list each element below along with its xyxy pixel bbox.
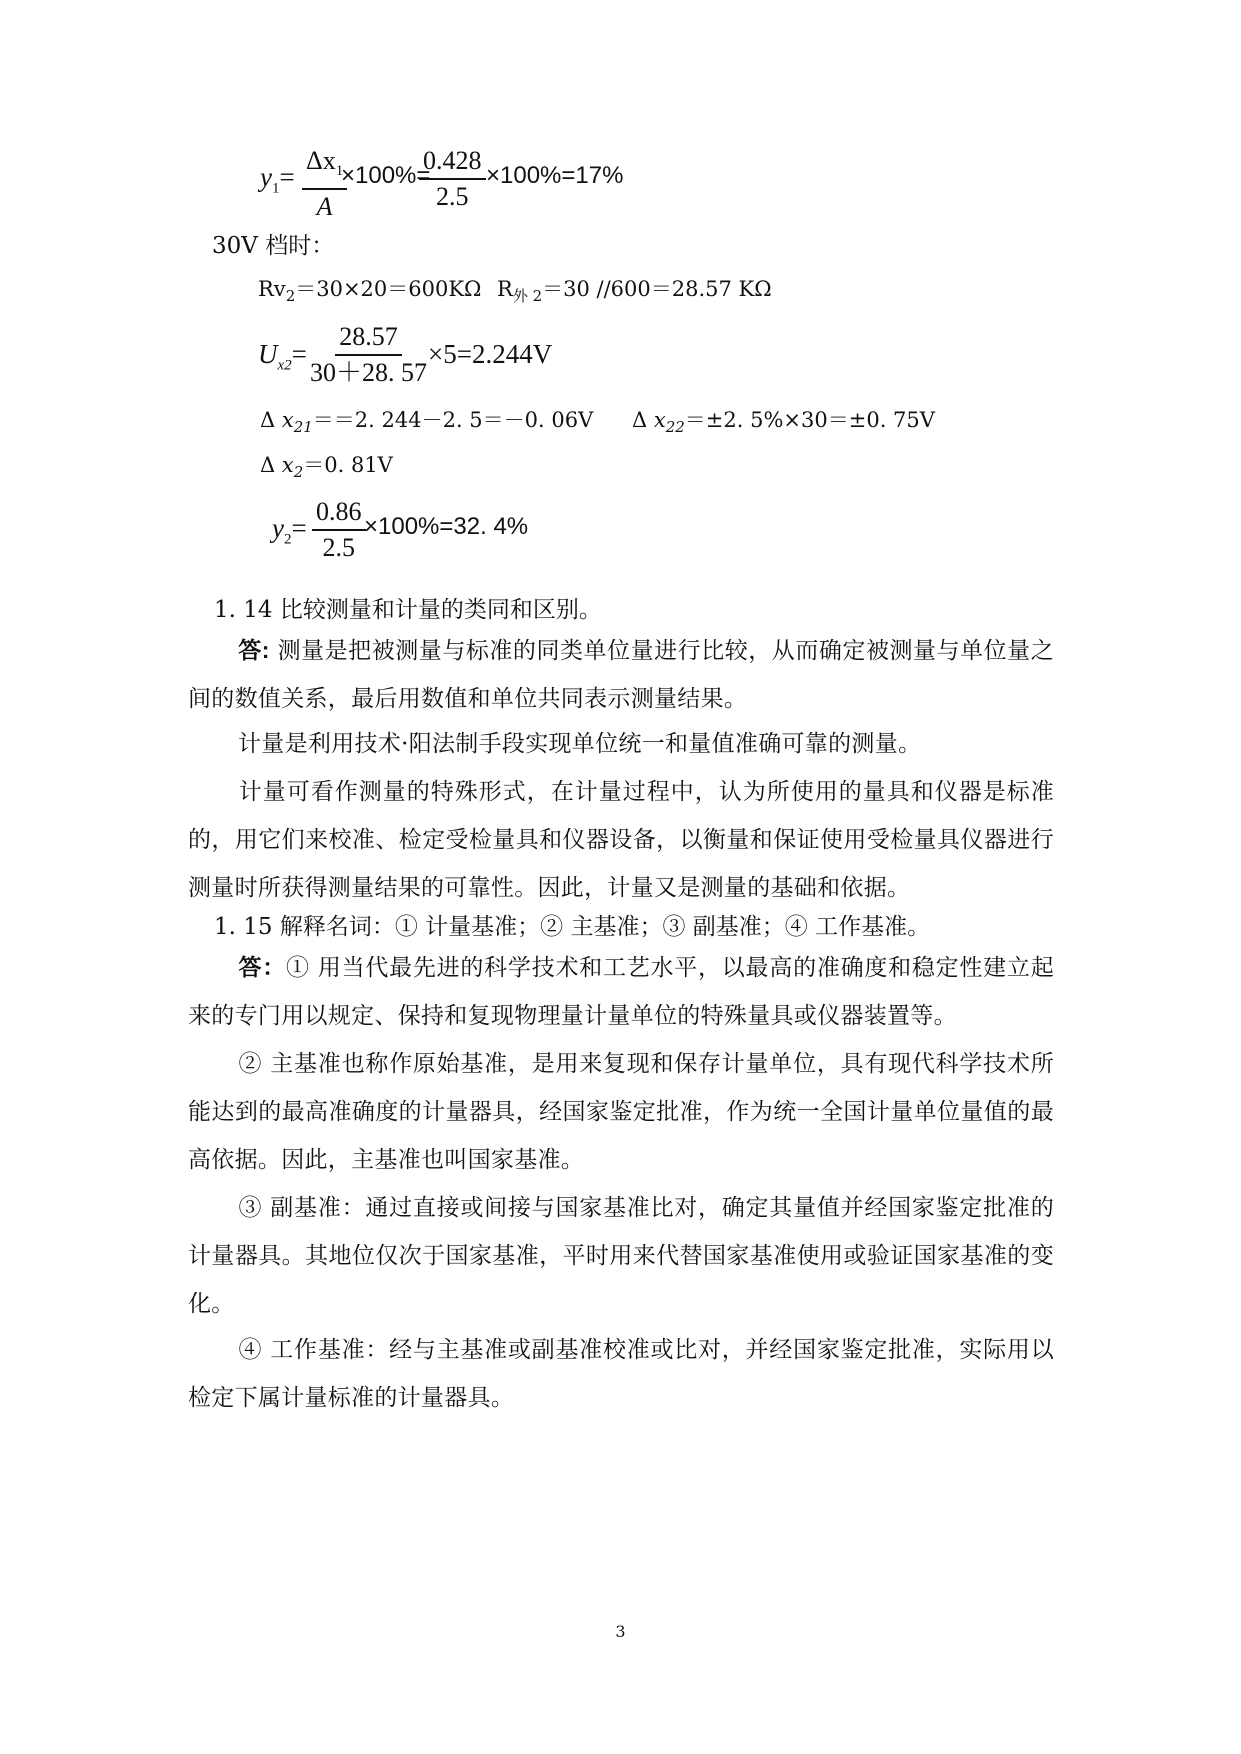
question-1-14: 1. 14 比较测量和计量的类同和区别。 <box>214 597 602 623</box>
label-30v: 30V 档时： <box>212 233 335 259</box>
formula-y1-times-1: ×100%= <box>341 162 431 189</box>
answer-label: 答： <box>238 954 286 981</box>
delta-x21-line: Δ $x_{21}==2$. 244－2. 5＝－0. 06V <box>260 408 594 437</box>
question-1-15: 1. 15 解释名词：① 计量基准；② 主基准；③ 副基准；④ 工作基准。 <box>214 914 931 940</box>
answer-1-14-p1: 答: 测量是把被测量与标准的同类单位量进行比较，从而确定被测量与单位量之间的数值关系，最后用数值和单位共同表示测量结果。 <box>188 637 1054 712</box>
formula-ux2-fraction: $\frac{28.57}{30+28. 57}$ <box>310 322 428 387</box>
r-outer2-line: $R_{外 2}=30$ //600＝28.57 KΩ <box>497 277 772 306</box>
formula-y1-lhs: $y_1=$ <box>260 162 295 197</box>
rv2-line: $Rv_2=30\times 20=600K\Omega$ <box>258 277 482 306</box>
answer-label: 答: <box>238 637 270 663</box>
delta-x2-line: Δ $x_2=0$. 81V <box>260 453 393 482</box>
answer-1-14-p3: 计量可看作测量的特殊形式，在计量过程中，认为所使用的量具和仪器是标准的，用它们来校准、检定受检量具和仪器设备，以衡量和保证使用受检量具仪器进行测量时所获得测量结果的可靠性。因此，计量又是测量的基础和依据。 <box>188 779 1054 901</box>
formula-y1-fraction-2: $\frac{0.428}{2.5}$ <box>419 146 486 212</box>
formula-y2-fraction: $\frac{0.86}{2.5}$ <box>312 497 366 563</box>
page-number: 3 <box>615 1622 626 1641</box>
formula-y1-times-2: ×100%=17% <box>486 162 624 189</box>
answer-1-15-p1: 答：① 用当代最先进的科学技术和工艺水平，以最高的准确度和稳定性建立起来的专门用以规定、保持和复现物理量计量单位的特殊量具或仪器装置等。 <box>188 954 1054 1029</box>
answer-1-15-p4: ④ 工作基准：经与主基准或副基准校准或比对，并经国家鉴定批准，实际用以检定下属计量标准的计量器具。 <box>188 1337 1054 1411</box>
formula-y1-fraction-1: $\frac{\Delta x_1}{A}$ <box>302 146 347 222</box>
answer-1-14-p2: 计量是利用技术·阳法制手段实现单位统一和量值准确可靠的测量。 <box>238 731 922 757</box>
formula-ux2-rest: ×5=2.244V <box>428 339 553 369</box>
answer-1-15-p2: ② 主基准也称作原始基准，是用来复现和保存计量单位，具有现代科学技术所能达到的最高准确度的计量器具，经国家鉴定批准，作为统一全国计量单位量值的最高依据。因此，主基准也叫国家基准。 <box>188 1051 1054 1173</box>
formula-y2-rest: ×100%=32. 4% <box>364 513 529 540</box>
formula-ux2-lhs: $U_{x2}=$ <box>258 339 307 374</box>
formula-y2-lhs: $y_2=$ <box>272 513 307 548</box>
answer-1-15-p3: ③ 副基准：通过直接或间接与国家基准比对，确定其量值并经国家鉴定批准的计量器具。其地位仅次于国家基准，平时用来代替国家基准使用或验证国家基准的变化。 <box>188 1195 1054 1317</box>
delta-x22-line: Δ $x_{22}=\pm 2$. 5%×30＝±0. 75V <box>632 408 935 437</box>
